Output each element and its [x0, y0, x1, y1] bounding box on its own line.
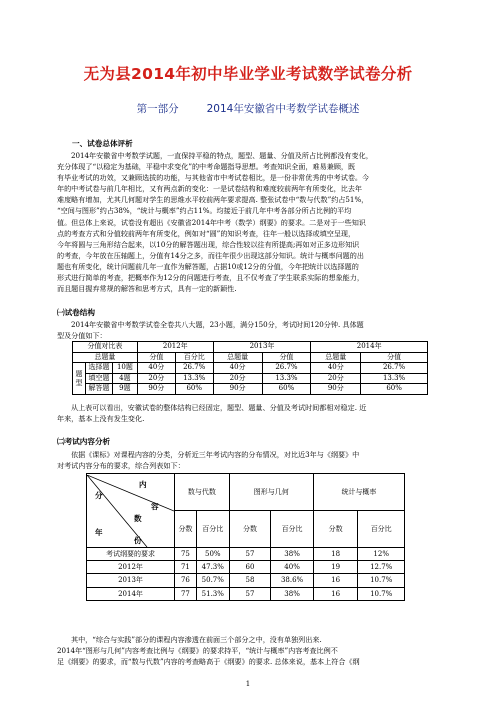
table-cell: 26.7% [361, 363, 428, 374]
row-label: 2014年 [87, 587, 175, 600]
text-line: 依据《课标》对课程内容的分类，分析近三年考试内容的分布情况，对比近3年与《纲要》中 [71, 450, 360, 459]
text-line: 点的考查方式和分值较前两年有所变化，例如对“圆”的知识考查，往年一般以选择或填空呈现， [57, 228, 356, 238]
section-overall-body [57, 150, 440, 294]
table-cell: 40% [271, 561, 314, 574]
table-cell: 60% [262, 384, 311, 395]
column-header: 分值 [137, 352, 175, 363]
document-subtitle [0, 101, 496, 116]
text-line: 年的中考试卷与前几年相比，又有两点新的变化：一是试卷结构和难度较前两年有所变化，比去年 [57, 184, 363, 194]
section-content-conclusion [57, 634, 440, 667]
diagonal-header-cell [87, 474, 175, 548]
column-header: 百分比 [358, 511, 405, 548]
table-cell: 38% [271, 587, 314, 600]
table-cell: 90分 [213, 384, 262, 395]
table-cell: 16 [313, 574, 357, 587]
page-number: 1 [245, 680, 251, 688]
diag-label: 分 [95, 490, 103, 500]
table-cell: 77 [175, 587, 197, 600]
text-line: 今年将圆与三角形结合起来，以10分的解答题出现，综合性较以往有所提高;再如对正多边形知识 [57, 239, 360, 249]
text-line: 足《纲要》的要求，而“数与代数”内容的考查略高于《纲要》的要求. 总体来说，基本上符合《纲 [57, 657, 360, 667]
table-cell: 26.7% [262, 363, 311, 374]
document-title: 无为县2014年初中毕业学业考试数学试卷分析 [83, 65, 413, 83]
table-cell: 12% [358, 548, 405, 561]
text-line: 2014年安徽省中考数学试题，一直保持平稳的特点，题型、题量、分值及所占比例都没有变化， [71, 151, 373, 160]
column-header: 分值 [262, 352, 311, 363]
column-header: 百分比 [196, 511, 229, 548]
text-line: 充分体现了“以稳定为基础，平稳中求变化”的中考命题指导思想。考查知识全面，难易兼顾，既 [57, 162, 356, 172]
table-cell: 40分 [311, 363, 361, 374]
table-cell: 71 [175, 561, 197, 574]
table-cell: 26.7% [175, 363, 213, 374]
table-cell: 40分 [137, 363, 175, 374]
table-cell: 10.7% [358, 587, 405, 600]
diag-label: 数 [134, 513, 142, 523]
table-cell: 38.6% [271, 574, 314, 587]
table-cell: 90分 [311, 384, 361, 395]
text-line: 从上表可以看出，安徽试卷的整体结构已经固定，题型、题量、分值及考试时间都相对稳定. 近 [71, 403, 367, 412]
column-header: 分数 [229, 511, 271, 548]
text-line: 2014年安徽省中考数学试卷全卷共八大题，23小题，满分150分，考试时间120分钟. 具体题 [71, 320, 364, 329]
table-cell: 75 [175, 548, 197, 561]
text-line: 题也有所变化，统计问题前几年一直作为解答题，占据10或12分的分值，今年把统计以选择题的 [57, 261, 359, 271]
diag-label: 年 [95, 527, 103, 537]
column-header: 百分比 [271, 511, 314, 548]
text-line: 其中，“综合与实践”部分的课程内容渗透在前面三个部分之中，没有单独列出来. [71, 635, 322, 644]
content-table [86, 473, 405, 601]
table-cell: 60 [229, 561, 271, 574]
table-cell: 50.7% [196, 574, 229, 587]
column-header: 总题量 [311, 352, 361, 363]
table-cell: 9题 [112, 384, 137, 395]
table-cell: 40分 [213, 363, 262, 374]
table-cell: 13.3% [361, 373, 428, 384]
diag-label: 容 [151, 501, 159, 511]
group-header: 数与代数 [175, 474, 230, 511]
section-heading-content: ㈡考试内容分析 [57, 437, 111, 446]
table-cell: 解答题 [85, 384, 112, 395]
text-line: 2014年“图形与几何”内容考查比例与《纲要》的要求持平，“统计与概率”内容考查比例不 [57, 646, 338, 656]
group-header: 图形与几何 [229, 474, 313, 511]
group-header: 统计与概率 [313, 474, 404, 511]
table-cell: 20分 [213, 373, 262, 384]
text-line: “空间与图形”约占38%，“统计与概率”约占11%。均接近于前几年中考各部分所占比例的平均 [57, 206, 352, 216]
row-group-label: 题型 [73, 363, 86, 395]
section-content-intro [57, 449, 440, 471]
table-cell: 13.3% [175, 373, 213, 384]
year-header: 2014年 [311, 342, 428, 353]
table-cell: 19 [313, 561, 357, 574]
table-cell: 90分 [137, 384, 175, 395]
table-cell: 58 [229, 574, 271, 587]
section-heading-structure: ㈠试卷结构 [57, 308, 95, 317]
section-heading-overall: 一、试卷总体评析 [72, 139, 133, 148]
table-cell: 18 [313, 548, 357, 561]
column-header: 分数 [313, 511, 357, 548]
text-line: 的考查，今年放在压轴题上，分值有14分之多，而往年很少出现这部分知识。统计与概率问题的出 [57, 250, 364, 260]
year-header: 2013年 [213, 342, 311, 353]
table-cell: 50% [196, 548, 229, 561]
table-cell: 12.7% [358, 561, 405, 574]
table-cell: 20分 [137, 373, 175, 384]
table-cell: 47.3% [196, 561, 229, 574]
table-cell: 57 [229, 548, 271, 561]
table-cell: 10.7% [358, 574, 405, 587]
row-label: 考试纲要的要求 [87, 548, 175, 561]
column-header: 总题量 [73, 352, 138, 363]
diag-label: 份 [134, 535, 142, 545]
column-header: 总题量 [213, 352, 262, 363]
column-header: 分数 [175, 511, 197, 548]
table-cell: 填空题 [85, 373, 112, 384]
table-cell: 20分 [311, 373, 361, 384]
text-line: 而且题目握弃常规的解答和思考方式，具有一定的新颖性. [57, 284, 237, 294]
column-header: 百分比 [175, 352, 213, 363]
section-structure-intro [57, 319, 440, 341]
diag-label: 内 [139, 479, 147, 489]
year-header: 2012年 [137, 342, 213, 353]
row-label: 2012年 [87, 561, 175, 574]
table-cell: 13.3% [262, 373, 311, 384]
subtitle-part: 第一部分 [136, 103, 179, 115]
text-line: 有毕业考试的功效，又兼顾选拔的功能，与其他省市中考试卷相比，是一份非常优秀的中考试卷。今 [57, 173, 370, 183]
table-corner: 分值对比表 [73, 342, 138, 353]
table-cell: 38% [271, 548, 314, 561]
section-structure-conclusion [57, 402, 440, 424]
structure-table [72, 341, 428, 395]
table-cell: 4题 [112, 373, 137, 384]
subtitle-text: 2014年安徽省中考数学试卷概述 [206, 103, 360, 115]
table-cell: 选择题 [85, 363, 112, 374]
text-line: 年来，基本上没有发生变化. [57, 414, 145, 424]
table-cell: 60% [175, 384, 213, 395]
text-line: 难度略有增加，尤其几何题对学生的思维水平较前两年要求提高. 整张试卷中“数与代数”约占51%， [57, 195, 369, 205]
table-cell: 57 [229, 587, 271, 600]
table-cell: 51.3% [196, 587, 229, 600]
table-cell: 76 [175, 574, 197, 587]
table-cell: 16 [313, 587, 357, 600]
table-cell: 60% [361, 384, 428, 395]
text-line: 值。但总体上来说，试卷没有超出《安徽省2014年中考（数学）纲要》的要求。二是对于一些知识 [57, 217, 366, 227]
text-line: 型及分值如下： [57, 331, 107, 341]
text-line: 对考试内容分布的要求，综合列表如下： [57, 461, 185, 471]
row-label: 2013年 [87, 574, 175, 587]
column-header: 分值 [361, 352, 428, 363]
text-line: 形式进行简单的考查，把概率作为12分的问题进行考查，且不仅考查了学生联系实际的想象能力， [57, 273, 364, 283]
table-cell: 10题 [112, 363, 137, 374]
